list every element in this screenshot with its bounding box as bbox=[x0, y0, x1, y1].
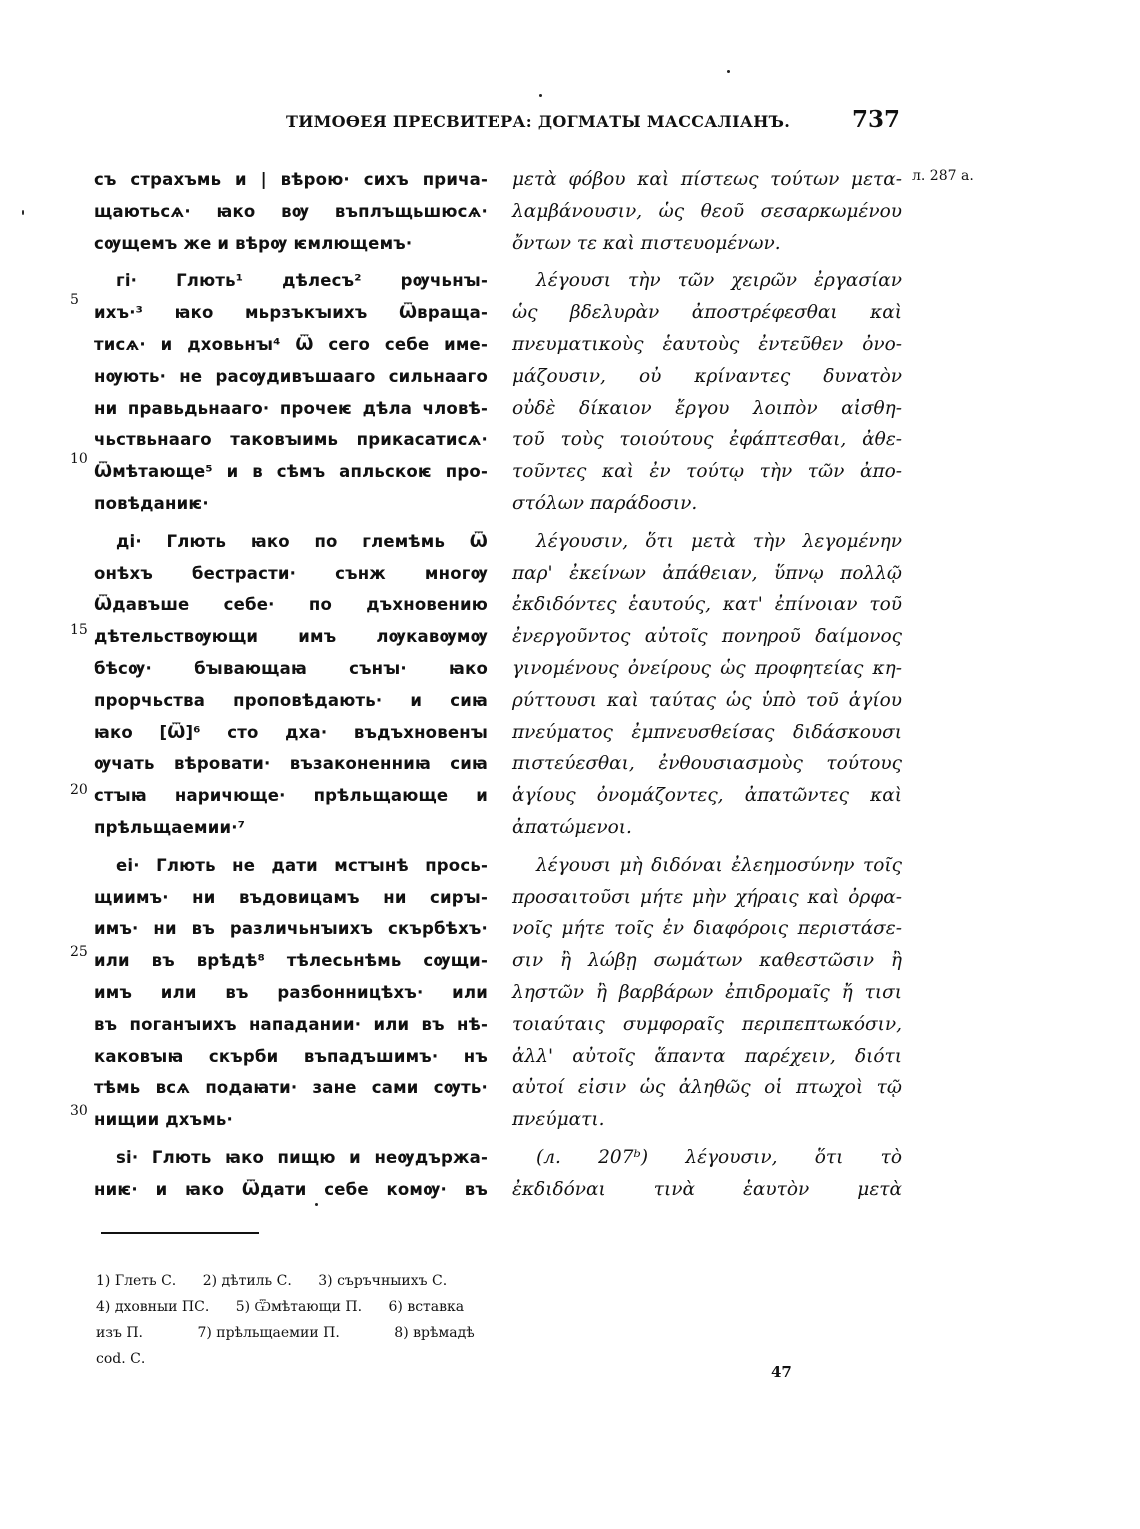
footnote-line bbox=[96, 1268, 488, 1294]
text-line: повѣданиѥ· bbox=[94, 493, 209, 513]
text-line: нѹють· не расѹдивъшааго сильнааго bbox=[94, 366, 488, 386]
text-line: прѣльщаемии·⁷ bbox=[94, 817, 246, 837]
text-line: πιστεύεσθαι, ἐνθουσιασμοὺς τούτους bbox=[512, 753, 902, 775]
text-line: πνευματικοὺς ἑαυτοὺς ἐντεῦθεν ὀνο- bbox=[512, 333, 902, 355]
text-line: γινομένους ὀνείρους ὡς προφητείας κη- bbox=[512, 657, 902, 679]
text-line: каковꙑꙗ скърби въпадъшимъ· нъ bbox=[94, 1046, 488, 1066]
footnote: 2) дѣтиль С. bbox=[202, 1273, 292, 1289]
text-line: стꙑꙗ наричюще· прѣльщающе и bbox=[94, 786, 488, 806]
footnotes bbox=[96, 1268, 488, 1372]
text-line: τοῦ τοὺς τοιούτους ἐφάπτεσθαι, ἀθε- bbox=[512, 429, 902, 451]
footnote: 5) Ѿмѣтающи П. bbox=[235, 1299, 363, 1315]
footnote-line bbox=[96, 1294, 488, 1320]
footnote: 7) прѣльщаемии П. bbox=[197, 1325, 340, 1341]
text-line: νοῖς μήτε τοῖς ἐν διαφόροις περιστάσε- bbox=[512, 918, 902, 940]
text-line: σιν ἢ λώβῃ σωμάτων καθεστῶσιν ἢ bbox=[512, 950, 902, 972]
margin-folio-note: л. 287 а. bbox=[912, 168, 974, 184]
text-line: ἐνεργοῦντος αὐτοῖς πονηροῦ δαίμονος bbox=[512, 626, 902, 648]
text-line: πνεύματος ἐμπνευσθείσας διδάσκουσι bbox=[512, 721, 902, 743]
text-line: μάζουσιν, οὐ κρίναντες δυνατὸν bbox=[512, 365, 902, 387]
slavonic-column bbox=[94, 164, 488, 1206]
text-line: имъ или въ разбонницѣхъ· или bbox=[94, 982, 488, 1002]
text-line: чьствьнааго таковꙑимь прикасатисѧ· bbox=[94, 430, 488, 450]
text-line: τοιαύταις συμφοραῖς περιπεπτωκόσιν, bbox=[512, 1013, 902, 1035]
signature-mark: 47 bbox=[771, 1363, 792, 1381]
footnote: изъ П. bbox=[96, 1325, 143, 1341]
text-line: οὐδὲ δίκαιον ἔργου λοιπὸν αἰσθη- bbox=[512, 397, 902, 419]
text-line: ихъ·³ ꙗко мьрзъкꙑихъ Ѿвраща- bbox=[94, 303, 488, 323]
scan-speck bbox=[315, 1203, 318, 1206]
footnote: 1) Глеть С. bbox=[96, 1273, 177, 1289]
text-line: ὄντων τε καὶ πιστευομένων. bbox=[512, 232, 781, 254]
text-line: ни правьдьнааго· прочеѥ дѣла чловѣ- bbox=[94, 398, 488, 418]
text-line: ἐκδιδόντες ἑαυτούς, κατ' ἐπίνοιαν τοῦ bbox=[512, 594, 902, 616]
footnote: 8) врѣмадѣ bbox=[394, 1325, 475, 1341]
text-line: ниѥ· и ꙗко Ѿдати себе комѹ· въ bbox=[94, 1179, 488, 1199]
line-number: 25 bbox=[70, 944, 88, 960]
text-line: ἀλλ' αὐτοῖς ἅπαντα παρέχειν, διότι bbox=[512, 1045, 902, 1067]
text-line: ὡς βδελυρὰν ἀποστρέφεσθαι καὶ bbox=[512, 302, 902, 324]
text-line: гі· Глють¹ дѣлесъ² рѹчьнꙑ- bbox=[116, 271, 488, 291]
text-line: ἐκδιδόναι τινὰ ἑαυτὸν μετὰ bbox=[512, 1178, 902, 1200]
text-line: ѹчать вѣровати· възаконенниꙗ сиꙗ bbox=[94, 754, 488, 774]
line-number: 5 bbox=[70, 292, 79, 308]
text-line: ρύττουσι καὶ ταύτας ὡς ὑπὸ τοῦ ἁγίου bbox=[512, 689, 902, 711]
line-number: 30 bbox=[70, 1103, 88, 1119]
text-line: παρ' ἐκείνων ἀπάθειαν, ὕπνῳ πολλῷ bbox=[512, 562, 902, 584]
footnote: 4) дховныи ПС. bbox=[96, 1299, 210, 1315]
text-line: ді· Глють ꙗко по глемѣмь Ѿ bbox=[116, 531, 488, 551]
text-line: λέγουσι τὴν τῶν χειρῶν ἐργασίαν bbox=[536, 270, 902, 292]
text-line: τοῦντες καὶ ἐν τούτῳ τὴν τῶν ἀπο- bbox=[512, 461, 902, 483]
text-line: еі· Глють не дати мстꙑнѣ прось- bbox=[116, 855, 488, 875]
running-title: ТИМОѲЕЯ ПРЕСВИТЕРА: ДОГМАТЫ МАССАЛІАНЪ. bbox=[286, 112, 791, 131]
line-number: 10 bbox=[70, 451, 88, 467]
text-line: στόλων παράδοσιν. bbox=[512, 492, 698, 514]
text-line: ѕі· Глють ꙗко пищю и неѹдържа- bbox=[116, 1147, 488, 1167]
text-line: λαμβάνουσιν, ὡς θεοῦ σεσαρκωμένου bbox=[512, 200, 902, 222]
text-line: тисѧ· и дховьнꙑ⁴ Ѿ сего себе име- bbox=[94, 334, 488, 354]
line-number: 15 bbox=[70, 622, 88, 638]
greek-column bbox=[512, 164, 902, 1206]
text-line: бѣсѹ· бꙑвающаꙗ сънꙑ· ꙗко bbox=[94, 658, 488, 678]
text-line: ꙗко [Ѿ]⁶ сто дха· въдъхновенꙑ bbox=[94, 722, 488, 742]
text-line: Ѿдавъше себе· по дъхновению bbox=[94, 595, 488, 615]
text-line: нищии дхъмь· bbox=[94, 1110, 234, 1130]
text-line: прорчьства проповѣдають· и сиꙗ bbox=[94, 690, 488, 710]
running-header bbox=[0, 108, 1140, 138]
text-line: или въ врѣдѣ⁸ тѣлесьнѣмь сѹщи- bbox=[94, 951, 488, 971]
scan-speck bbox=[22, 210, 24, 215]
text-line: имъ· ни въ различьнꙑихъ скърбѣхъ· bbox=[94, 919, 488, 939]
text-line: щиимъ· ни въдовицамъ ни сирꙑ- bbox=[94, 887, 488, 907]
scan-speck bbox=[727, 70, 730, 73]
text-line: дѣтельствѹющи имъ лѹкавѹмѹ bbox=[94, 627, 488, 647]
page-number: 737 bbox=[852, 106, 901, 133]
line-number: 20 bbox=[70, 782, 88, 798]
footnote-line bbox=[96, 1320, 488, 1346]
text-line: πνεύματι. bbox=[512, 1109, 605, 1131]
text-line: (л. 207ᵇ) λέγουσιν, ὅτι τὸ bbox=[536, 1146, 902, 1168]
footnote: 3) съръчныихъ С. bbox=[318, 1273, 448, 1289]
text-line: въ поганꙑихъ нападании· или въ нѣ- bbox=[94, 1014, 488, 1034]
footnote: cod. С. bbox=[96, 1351, 146, 1367]
text-line: сѹщемъ же и вѣрѹ ѥмлющемъ· bbox=[94, 233, 413, 253]
scan-speck bbox=[539, 94, 542, 97]
text-line: онѣхъ бестрасти· сънж многѹ bbox=[94, 563, 488, 583]
text-line: Ѿмѣтающе⁵ и в сѣмъ апльскоѥ про- bbox=[94, 462, 488, 482]
text-line: λέγουσιν, ὅτι μετὰ τὴν λεγομένην bbox=[536, 530, 902, 552]
footnote: 6) вставка bbox=[388, 1299, 465, 1315]
text-line: λέγουσι μὴ διδόναι ἐλεημοσύνην τοῖς bbox=[536, 854, 902, 876]
text-line: ἁγίους ὀνομάζοντες, ἀπατῶντες καὶ bbox=[512, 785, 902, 807]
text-line: ληστῶν ἢ βαρβάρων ἐπιδρομαῖς ἤ τισι bbox=[512, 981, 902, 1003]
text-line: тѣмь всѧ подаꙗти· зане сами сѹть· bbox=[94, 1078, 488, 1098]
text-line: ἀπατώμενοι. bbox=[512, 816, 632, 838]
text-line: προσαιτοῦσι μήτε μὴν χήραις καὶ ὀρφα- bbox=[512, 886, 902, 908]
footnote-rule bbox=[101, 1232, 259, 1234]
footnote-line bbox=[96, 1346, 488, 1372]
text-line: μετὰ φόβου καὶ πίστεως τούτων μετα- bbox=[512, 169, 902, 190]
text-line: съ страхъмь и | вѣрою· сихъ прича- bbox=[94, 170, 488, 189]
text-line: αὐτοί εἰσιν ὡς ἀληθῶς οἱ πτωχοὶ τῷ bbox=[512, 1077, 902, 1099]
text-line: щаютьсѧ· ꙗко вѹ въплъщьшюсѧ· bbox=[94, 201, 488, 221]
